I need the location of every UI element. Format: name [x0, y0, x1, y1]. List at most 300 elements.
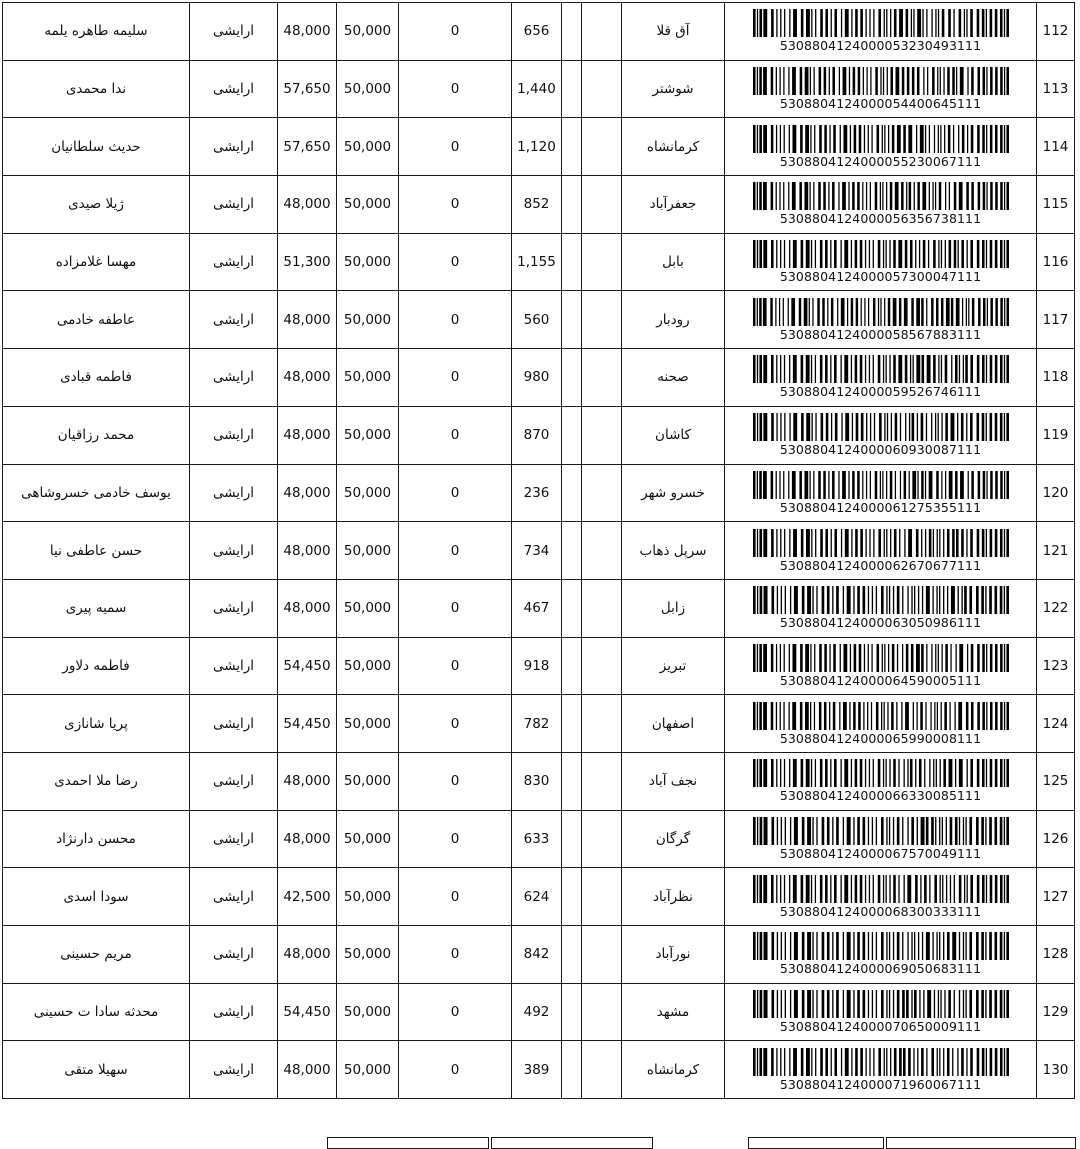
barcode-cell	[725, 926, 1037, 984]
barcode-bar	[756, 817, 757, 845]
barcode-bar	[1003, 586, 1004, 614]
barcode-bar	[858, 702, 861, 730]
barcode-bar	[916, 413, 917, 441]
barcode-bar	[940, 298, 942, 326]
barcode-bar	[806, 413, 810, 441]
barcode-bar	[867, 990, 868, 1018]
barcode-bar	[966, 413, 967, 441]
zero-cell: 0	[399, 60, 512, 118]
barcode-bar	[926, 9, 927, 37]
barcode-bar	[916, 702, 917, 730]
barcode-number: 5308804124000060930087111	[779, 442, 982, 458]
barcode-bar	[999, 529, 1002, 557]
barcode-bar	[862, 182, 863, 210]
barcode-graphic	[753, 1048, 1009, 1076]
barcode-bar	[780, 759, 781, 787]
barcode-bar	[985, 586, 986, 614]
barcode-bar	[952, 125, 953, 153]
barcode-bar	[994, 125, 997, 153]
barcode-bar	[999, 817, 1002, 845]
barcode-bar	[763, 67, 767, 95]
barcode-bar	[1006, 298, 1008, 326]
amount-cell: 50,000	[337, 752, 399, 810]
weight-cell: 236	[512, 464, 562, 522]
barcode-bar	[1006, 702, 1009, 730]
barcode-bar	[924, 759, 925, 787]
barcode-bar	[848, 67, 849, 95]
barcode-bar	[888, 932, 889, 960]
barcode-bar	[775, 182, 776, 210]
row-number-cell: 117	[1037, 291, 1075, 349]
barcode-bar	[771, 1048, 774, 1076]
barcode-bar	[867, 932, 868, 960]
barcode-bar	[783, 182, 784, 210]
barcode-bar	[943, 586, 944, 614]
barcode-bar	[923, 990, 924, 1018]
customer-name-cell: محمد رزاقیان	[3, 406, 190, 464]
barcode-bar	[989, 9, 992, 37]
barcode-bar	[909, 240, 912, 268]
barcode-bar	[848, 471, 849, 499]
barcode-bar	[756, 932, 757, 960]
barcode-bar	[810, 125, 811, 153]
barcode-bar	[959, 644, 963, 672]
barcode-graphic	[753, 586, 1009, 614]
barcode-bar	[958, 182, 962, 210]
barcode-bar	[759, 125, 762, 153]
barcode-bar	[771, 586, 774, 614]
barcode-bar	[976, 932, 979, 960]
barcode-bar	[916, 355, 920, 383]
barcode-bar	[868, 355, 869, 383]
blank-cell	[562, 579, 582, 637]
barcode-bar	[855, 9, 858, 37]
barcode-bar	[811, 1048, 812, 1076]
barcode-bar	[753, 817, 756, 845]
barcode-bar	[911, 298, 913, 326]
barcode-bar	[981, 932, 984, 960]
barcode-bar	[753, 529, 756, 557]
barcode-bar	[869, 471, 870, 499]
amount-cell: 50,000	[337, 233, 399, 291]
price-cell: 42,500	[278, 868, 337, 926]
row-number-cell: 126	[1037, 810, 1075, 868]
barcode-bar	[981, 529, 984, 557]
barcode-bar	[788, 702, 789, 730]
barcode-bar	[999, 932, 1002, 960]
barcode-bar	[905, 413, 906, 441]
barcode-bar	[882, 67, 883, 95]
blank-cell	[562, 233, 582, 291]
barcode-bar	[819, 644, 822, 672]
blank-cell	[562, 1041, 582, 1099]
table-row	[3, 637, 1075, 695]
barcode-bar	[881, 644, 882, 672]
barcode-bar	[935, 9, 936, 37]
barcode-block	[725, 990, 1036, 1034]
barcode-bar	[813, 702, 814, 730]
barcode-bar	[883, 1048, 884, 1076]
barcode-bar	[938, 182, 941, 210]
blank-cell	[562, 752, 582, 810]
barcode-bar	[969, 586, 972, 614]
barcode-bar	[820, 529, 823, 557]
blank-cell	[562, 118, 582, 176]
barcode-bar	[1003, 125, 1004, 153]
barcode-bar	[753, 182, 756, 210]
barcode-bar	[898, 759, 899, 787]
barcode-bar	[945, 182, 946, 210]
barcode-bar	[859, 355, 862, 383]
barcode-bar	[759, 471, 762, 499]
barcode-bar	[981, 355, 984, 383]
barcode-bar	[763, 586, 767, 614]
barcode-number: 5308804124000058567883111	[779, 326, 982, 342]
barcode-bar	[878, 9, 881, 37]
barcode-bar	[961, 1048, 964, 1076]
barcode-bar	[770, 125, 773, 153]
barcode-bar	[822, 298, 824, 326]
barcode-bar	[800, 759, 803, 787]
barcode-number: 5308804124000054400645111	[779, 96, 982, 112]
barcode-bar	[921, 586, 922, 614]
barcode-graphic	[753, 355, 1009, 383]
amount-cell: 50,000	[337, 406, 399, 464]
amount-cell: 50,000	[337, 118, 399, 176]
barcode-bar	[925, 702, 926, 730]
barcode-bar	[916, 644, 920, 672]
barcode-number: 5308804124000061275355111	[779, 499, 982, 515]
barcode-bar	[873, 413, 874, 441]
blank-cell	[562, 349, 582, 407]
barcode-bar	[763, 1048, 767, 1076]
barcode-bar	[850, 298, 852, 326]
barcode-bar	[784, 817, 785, 845]
barcode-bar	[935, 759, 936, 787]
barcode-bar	[853, 990, 854, 1018]
barcode-bar	[842, 586, 843, 614]
barcode-bar	[907, 759, 908, 787]
blank-cell	[582, 3, 622, 61]
barcode-bar	[812, 932, 813, 960]
barcode-bar	[928, 471, 932, 499]
barcode-bar	[839, 644, 840, 672]
table-row	[3, 233, 1075, 291]
barcode-bar	[930, 702, 931, 730]
barcode-bar	[763, 355, 767, 383]
barcode-bar	[928, 182, 929, 210]
barcode-bar	[875, 817, 876, 845]
table-row	[3, 695, 1075, 753]
barcode-bar	[784, 990, 785, 1018]
barcode-bar	[855, 298, 857, 326]
barcode-bar	[874, 182, 877, 210]
barcode-bar	[965, 298, 966, 326]
barcode-cell	[725, 579, 1037, 637]
barcode-bar	[888, 990, 889, 1018]
barcode-bar	[938, 240, 939, 268]
barcode-bar	[778, 298, 779, 326]
barcode-bar	[929, 875, 930, 903]
barcode-bar	[1003, 529, 1004, 557]
barcode-bar	[954, 355, 957, 383]
barcode-bar	[995, 182, 998, 210]
barcode-bar	[789, 932, 790, 960]
barcode-bar	[934, 413, 935, 441]
barcode-bar	[1000, 67, 1003, 95]
barcode-bar	[944, 990, 945, 1018]
barcode-bar	[940, 990, 941, 1018]
barcode-bar	[931, 298, 933, 326]
barcode-number: 5308804124000053230493111	[779, 38, 982, 54]
barcode-bar	[839, 702, 840, 730]
barcode-bar	[805, 240, 809, 268]
barcode-bar	[756, 990, 757, 1018]
blank-cell	[582, 291, 622, 349]
blank-cell	[582, 868, 622, 926]
barcode-cell	[725, 810, 1037, 868]
barcode-bar	[977, 67, 980, 95]
barcode-bar	[994, 875, 997, 903]
barcode-bar	[939, 932, 940, 960]
barcode-bar	[763, 9, 767, 37]
barcode-bar	[970, 759, 973, 787]
weight-cell: 467	[512, 579, 562, 637]
barcode-bar	[756, 355, 757, 383]
barcode-bar	[1006, 1048, 1009, 1076]
barcode-bar	[985, 9, 986, 37]
barcode-bar	[936, 586, 937, 614]
barcode-bar	[812, 990, 813, 1018]
barcode-bar	[838, 471, 839, 499]
barcode-bar	[889, 355, 890, 383]
barcode-bar	[815, 529, 816, 557]
barcode-bar	[967, 67, 968, 95]
customer-name-cell: سهیلا متقی	[3, 1041, 190, 1099]
barcode-bar	[832, 67, 835, 95]
barcode-bar	[857, 817, 860, 845]
barcode-bar	[776, 586, 777, 614]
barcode-bar	[816, 817, 817, 845]
barcode-bar	[814, 240, 815, 268]
barcode-bar	[779, 471, 780, 499]
product-type-cell: ارایشی	[190, 233, 278, 291]
barcode-bar	[1003, 240, 1004, 268]
barcode-bar	[864, 298, 865, 326]
barcode-bar	[868, 759, 869, 787]
barcode-bar	[896, 586, 899, 614]
barcode-bar	[962, 990, 963, 1018]
barcode-bar	[1006, 182, 1009, 210]
barcode-bar	[913, 932, 914, 960]
barcode-bar	[1006, 471, 1009, 499]
product-type-cell: ارایشی	[190, 60, 278, 118]
barcode-bar	[820, 9, 823, 37]
barcode-bar	[853, 586, 854, 614]
table-row	[3, 464, 1075, 522]
weight-cell: 1,155	[512, 233, 562, 291]
barcode-bar	[873, 9, 874, 37]
barcode-bar	[846, 817, 850, 845]
row-number-cell: 118	[1037, 349, 1075, 407]
barcode-bar	[953, 875, 954, 903]
barcode-bar	[966, 9, 967, 37]
barcode-bar	[958, 125, 959, 153]
table-row	[3, 926, 1075, 984]
barcode-bar	[805, 355, 809, 383]
barcode-bar	[925, 413, 926, 441]
barcode-graphic	[753, 702, 1009, 730]
barcode-bar	[859, 240, 862, 268]
barcode-bar	[799, 471, 802, 499]
barcode-bar	[776, 1048, 777, 1076]
barcode-bar	[871, 125, 872, 153]
barcode-bar	[911, 817, 914, 845]
barcode-bar	[763, 702, 767, 730]
barcode-bar	[969, 932, 972, 960]
barcode-number: 5308804124000059526746111	[779, 384, 982, 400]
barcode-bar	[842, 990, 843, 1018]
barcode-bar	[780, 586, 781, 614]
barcode-bar	[899, 9, 903, 37]
barcode-bar	[800, 9, 803, 37]
barcode-bar	[970, 413, 973, 441]
barcode-bar	[905, 644, 908, 672]
barcode-bar	[763, 125, 767, 153]
barcode-block	[725, 875, 1036, 919]
barcode-bar	[854, 240, 857, 268]
barcode-cell	[725, 752, 1037, 810]
barcode-bar	[912, 471, 916, 499]
barcode-bar	[801, 413, 804, 441]
barcode-bar	[937, 990, 938, 1018]
zero-cell: 0	[399, 810, 512, 868]
barcode-bar	[965, 932, 966, 960]
blank-cell	[562, 695, 582, 753]
barcode-bar	[950, 413, 954, 441]
barcode-number: 5308804124000055230067111	[779, 153, 982, 169]
barcode-bar	[981, 990, 984, 1018]
barcode-bar	[771, 413, 774, 441]
barcode-bar	[933, 125, 934, 153]
barcode-graphic	[753, 529, 1009, 557]
barcode-bar	[814, 355, 815, 383]
barcode-bar	[981, 817, 984, 845]
barcode-bar	[986, 67, 987, 95]
barcode-bar	[770, 67, 773, 95]
barcode-bar	[810, 644, 811, 672]
barcode-bar	[862, 990, 865, 1018]
zero-cell: 0	[399, 1041, 512, 1099]
barcode-bar	[952, 932, 956, 960]
barcode-graphic	[753, 471, 1009, 499]
barcode-bar	[756, 759, 757, 787]
barcode-bar	[807, 586, 811, 614]
barcode-bar	[821, 990, 824, 1018]
barcode-bar	[836, 932, 839, 960]
barcode-bar	[913, 1048, 914, 1076]
barcode-number: 5308804124000071960067111	[779, 1076, 982, 1092]
barcode-graphic	[753, 298, 1009, 326]
barcode-bar	[865, 1048, 866, 1076]
barcode-bar	[962, 355, 963, 383]
barcode-bar	[806, 1048, 810, 1076]
barcode-bar	[957, 413, 958, 441]
barcode-bar	[838, 182, 839, 210]
barcode-bar	[810, 875, 811, 903]
barcode-bar	[799, 67, 802, 95]
barcode-bar	[989, 529, 992, 557]
barcode-block	[725, 932, 1036, 976]
barcode-bar	[989, 702, 992, 730]
barcode-bar	[1000, 471, 1003, 499]
weight-cell: 1,440	[512, 60, 562, 118]
barcode-bar	[953, 990, 954, 1018]
barcode-bar	[893, 759, 896, 787]
barcode-bar	[776, 240, 777, 268]
row-number-cell: 115	[1037, 176, 1075, 234]
barcode-cell	[725, 406, 1037, 464]
barcode-bar	[902, 1048, 905, 1076]
barcode-bar	[913, 990, 916, 1018]
barcode-bar	[756, 529, 757, 557]
customer-name-cell: مهسا غلامزاده	[3, 233, 190, 291]
barcode-bar	[957, 240, 958, 268]
footer-box	[491, 1137, 653, 1149]
barcode-bar	[793, 817, 797, 845]
barcode-bar	[1000, 702, 1003, 730]
barcode-bar	[846, 990, 850, 1018]
barcode-bar	[756, 298, 757, 326]
barcode-bar	[892, 586, 893, 614]
barcode-bar	[943, 67, 944, 95]
barcode-bar	[756, 702, 757, 730]
barcode-bar	[812, 586, 813, 614]
barcode-bar	[759, 298, 761, 326]
barcode-bar	[848, 182, 849, 210]
barcode-bar	[994, 355, 997, 383]
barcode-bar	[939, 759, 940, 787]
barcode-bar	[771, 529, 774, 557]
barcode-block	[725, 298, 1036, 342]
barcode-bar	[844, 875, 848, 903]
barcode-bar	[871, 932, 872, 960]
weight-cell: 842	[512, 926, 562, 984]
barcode-bar	[970, 240, 973, 268]
barcode-bar	[921, 644, 924, 672]
barcode-bar	[999, 875, 1002, 903]
barcode-bar	[1006, 990, 1009, 1018]
barcode-bar	[966, 875, 967, 903]
barcode-bar	[823, 182, 826, 210]
barcode-bar	[830, 240, 831, 268]
city-cell: رودبار	[622, 291, 725, 349]
barcode-bar	[994, 990, 997, 1018]
barcode-bar	[945, 875, 946, 903]
customer-name-cell: مریم حسینی	[3, 926, 190, 984]
barcode-bar	[834, 240, 837, 268]
barcode-bar	[872, 355, 873, 383]
zero-cell: 0	[399, 176, 512, 234]
barcode-bar	[866, 67, 867, 95]
barcode-block	[725, 182, 1036, 226]
barcode-bar	[791, 471, 795, 499]
customer-name-cell: پریا شانازی	[3, 695, 190, 753]
barcode-bar	[793, 990, 797, 1018]
barcode-bar	[877, 759, 880, 787]
barcode-bar	[907, 817, 908, 845]
city-cell: کرمانشاه	[622, 1041, 725, 1099]
